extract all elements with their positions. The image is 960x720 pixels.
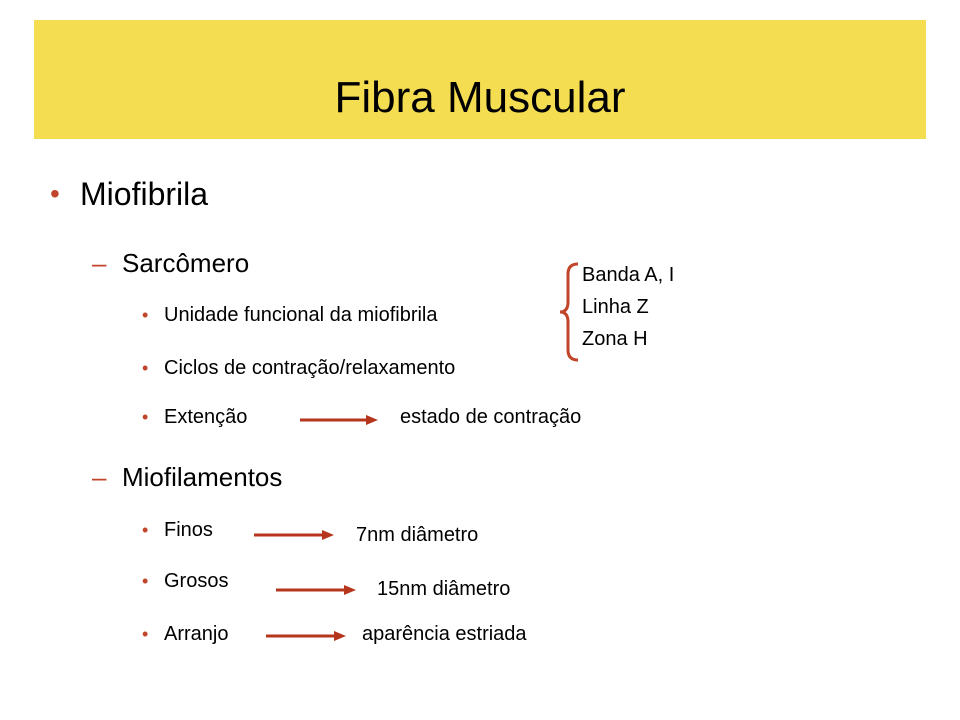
bullet-marker: • [142, 571, 149, 591]
arrow-icon [300, 410, 380, 430]
finos-result: 7nm diâmetro [356, 524, 479, 546]
bullet-marker: • [142, 520, 149, 540]
grosos-result: 15nm diâmetro [377, 578, 511, 600]
arranjo-result: aparência estriada [362, 623, 527, 645]
miofilamentos-item-finos: Finos [164, 519, 213, 541]
extencao-result: estado de contração [400, 406, 582, 428]
arrow-icon [266, 626, 346, 646]
miofilamentos-heading: Miofilamentos [122, 462, 283, 492]
bullet-marker: • [142, 407, 149, 427]
arrow-icon [254, 525, 334, 545]
dash-marker: – [92, 462, 107, 492]
bullet-marker: • [142, 305, 149, 325]
slide-title: Fibra Muscular [334, 73, 626, 122]
bullet-marker: • [142, 624, 149, 644]
sarcomero-heading: Sarcômero [122, 248, 250, 278]
sarcomero-item-extencao: Extenção [164, 406, 248, 428]
arrow-icon [276, 580, 356, 600]
miofibrila-heading: Miofibrila [80, 176, 209, 212]
sarcomero-item-ciclos: Ciclos de contração/relaxamento [164, 357, 456, 379]
miofilamentos-item-grosos: Grosos [164, 570, 229, 592]
bullet-marker: • [142, 358, 149, 378]
brace-item-linha: Linha Z [582, 296, 649, 318]
miofilamentos-item-arranjo: Arranjo [164, 623, 229, 645]
brace-item-zona: Zona H [582, 328, 648, 350]
curly-brace-icon [558, 262, 582, 362]
sarcomero-item-unidade: Unidade funcional da miofibrila [164, 304, 438, 326]
title-band [34, 20, 926, 139]
brace-item-banda: Banda A, I [582, 264, 675, 286]
bullet-marker: • [50, 178, 60, 209]
dash-marker: – [92, 248, 107, 278]
